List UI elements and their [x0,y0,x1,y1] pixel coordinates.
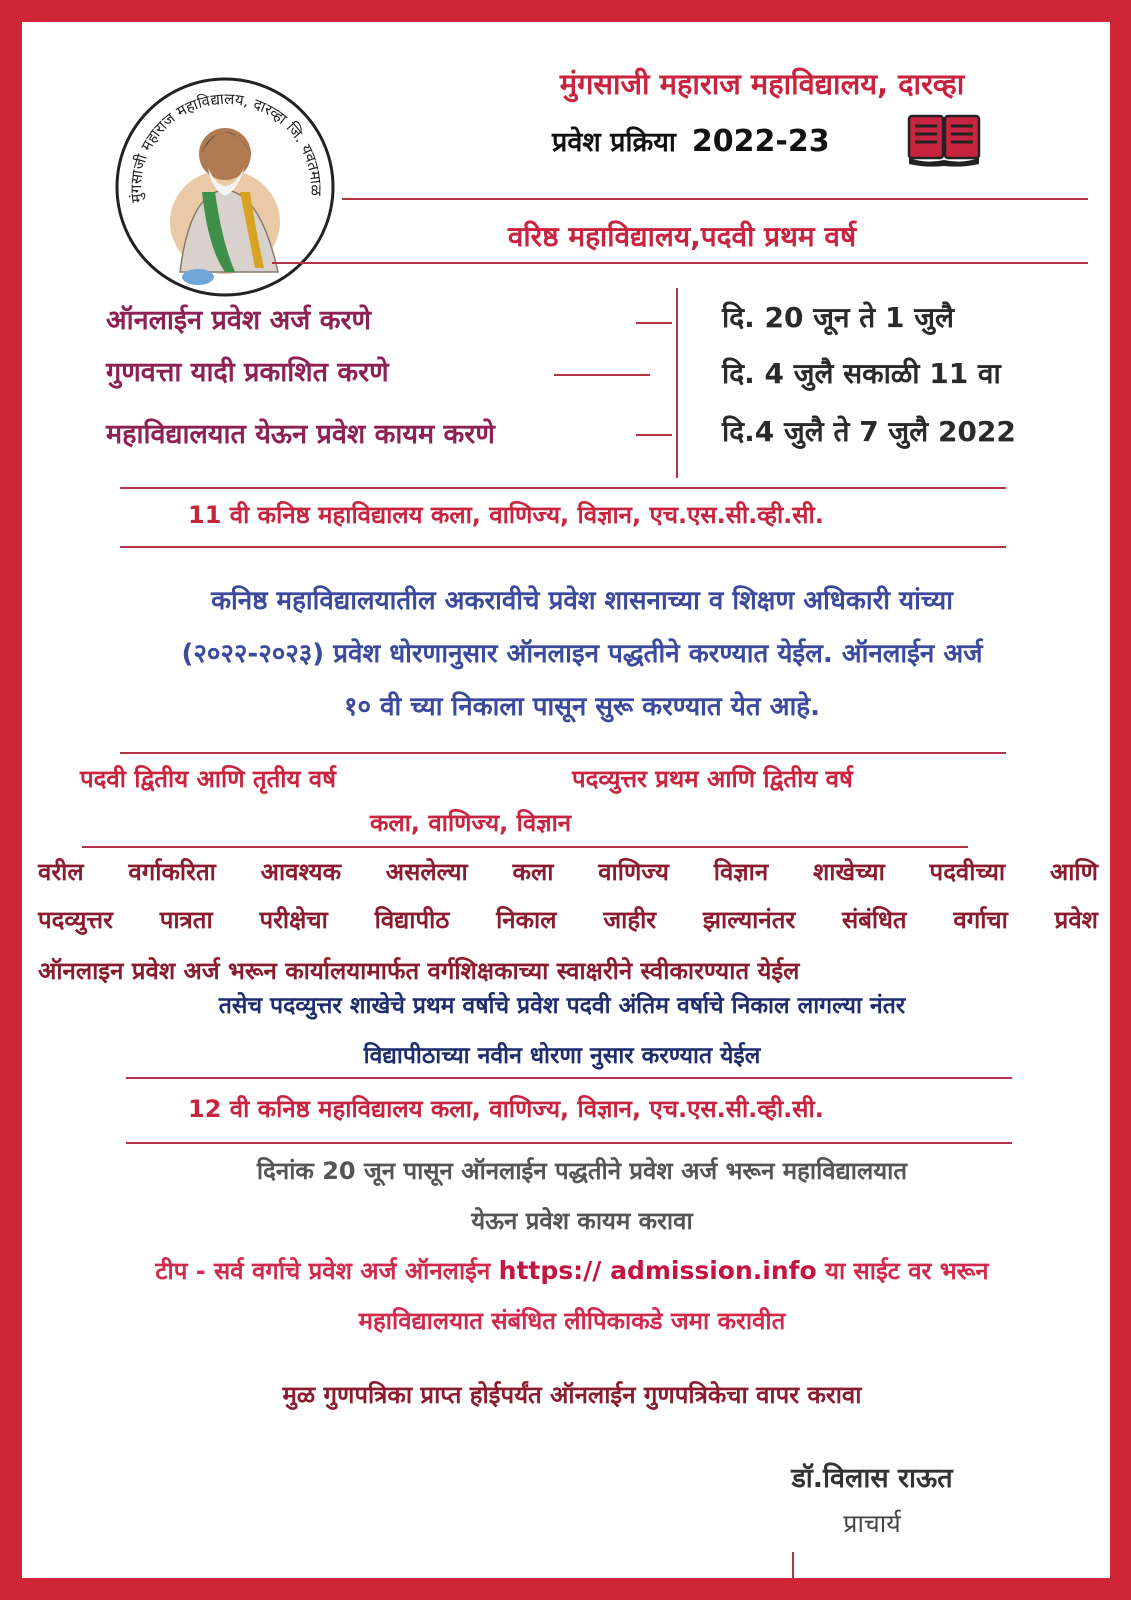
svg-text:मुंगसाजी महाराज महाविद्यालय, द: मुंगसाजी महाराज महाविद्यालय, दारव्हा जि. यवतमाळ [126,89,326,204]
paragraph-line: कनिष्ठ महाविद्यालयातील अकरावीचे प्रवेश शासनाच्या व शिक्षण अधिकारी यांच्या [211,586,953,616]
dash [554,374,650,376]
junior-11-title: 11 वी कनिष्ठ महाविद्यालय कला, वाणिज्य, विज्ञान, एच.एस.सी.व्ही.सी. [188,501,824,529]
process-year: 2022-23 [691,124,830,159]
schedule-label: गुणवत्ता यादी प्रकाशित करणे [106,357,389,388]
divider [120,752,1006,754]
note-prefix: टीप - सर्व वर्गाचे प्रवेश अर्ज ऑनलाईन [155,1257,491,1285]
divider [120,546,1006,548]
paragraph-line: पदव्युत्तर पात्रता परीक्षेचा विद्यापीठ निकाल जाहीर झाल्यानंतर संबंधित वर्गाचा प्रवेश [38,906,1098,934]
degree-right-title: पदव्युत्तर प्रथम आणि द्वितीय वर्ष [572,765,853,793]
note-suffix: या साईट वर भरून [825,1257,989,1285]
tick-mark [792,1552,794,1578]
schedule-date: दि. 4 जुलै सकाळी 11 वा [722,357,1001,390]
degree-left-title: पदवी द्वितीय आणि तृतीय वर्ष [80,765,336,793]
schedule-date: दि. 20 जून ते 1 जुलै [722,301,954,334]
paragraph-line: ऑनलाइन प्रवेश अर्ज भरून कार्यालयामार्फत वर्गशिक्षकाच्या स्वाक्षरीने स्वीकारण्यात येईल [38,957,800,985]
admission-url-link[interactable]: https:// admission.info [498,1256,817,1285]
junior-12-description [62,1146,1102,1246]
note-line-1 [42,1246,1102,1296]
dash [636,322,672,324]
schedule-separator [676,288,678,478]
paragraph-line: (२०२२-२०२३) प्रवेश धोरणानुसार ऑनलाइन पद्धतीने करण्यात येईल. ऑनलाईन अर्ज [181,639,983,669]
divider [126,1142,1012,1144]
degree-streams: कला, वाणिज्य, विज्ञान [370,809,572,837]
schedule-date: दि.4 जुलै ते 7 जुलै 2022 [722,415,1016,448]
paragraph-line: १० वी च्या निकाला पासून सुरू करण्यात येत आहे. [343,692,820,722]
divider [120,487,1006,489]
degree-description [38,848,1098,944]
junior-12-title: 12 वी कनिष्ठ महाविद्यालय कला, वाणिज्य, विज्ञान, एच.एस.सी.व्ही.सी. [188,1095,824,1123]
junior-11-description [62,575,1102,734]
principal-name: डॉ.विलास राऊत [791,1463,953,1494]
process-label: प्रवेश प्रक्रिया [552,127,676,158]
principal-title: प्राचार्य [843,1509,901,1538]
college-logo [110,72,340,302]
paragraph-line: वरील वर्गाकरिता आवश्यक असलेल्या कला वाणिज्य विज्ञान शाखेच्या पदवीच्या आणि [38,858,1098,886]
divider [342,198,1088,200]
paragraph-line: दिनांक 20 जून पासून ऑनलाईन पद्धतीने प्रवेश अर्ज भरून महाविद्यालयात [256,1157,908,1185]
paragraph-line: येऊन प्रवेश कायम करावा [471,1207,693,1235]
college-name: मुंगसाजी महाराज महाविद्यालय, दारव्हा [559,67,965,101]
notice-sheet [22,22,1110,1578]
dash [636,434,672,436]
admission-process-heading [552,122,830,159]
admission-note [42,1246,1102,1346]
open-book-icon [906,112,982,168]
pg-line: तसेच पदव्युत्तर शाखेचे प्रथम वर्षाचे प्रवेश पदवी अंतिम वर्षाचे निकाल लागल्या नंतर [218,993,906,1019]
schedule-label: ऑनलाईन प्रवेश अर्ज करणे [106,305,372,336]
divider [272,262,1088,264]
pg-line: विद्यापीठाच्या नवीन धोरणा नुसार करण्यात येईल [363,1043,761,1069]
schedule-label: महाविद्यालयात येऊन प्रवेश कायम करणे [106,419,495,450]
divider [126,1077,1012,1079]
senior-college-title: वरिष्ठ महाविद्यालय,पदवी प्रथम वर्ष [507,220,857,253]
marks-note: मुळ गुणपत्रिका प्राप्त होईपर्यंत ऑनलाईन गुणपत्रिकेचा वापर करावा [282,1381,862,1409]
note-line-2: महाविद्यालयात संबंधित लीपिकाकडे जमा करावीत [358,1307,786,1335]
